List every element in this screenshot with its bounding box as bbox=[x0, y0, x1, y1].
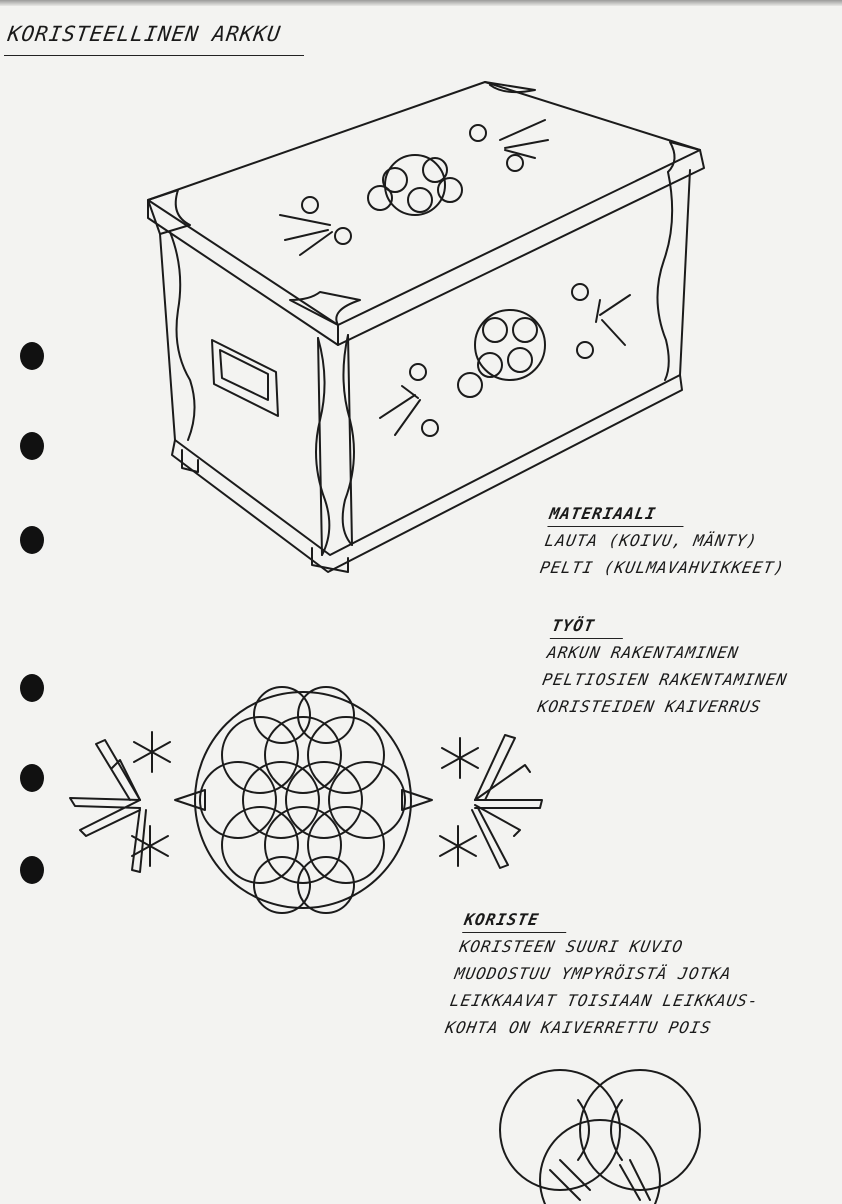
works-line: PELTIOSIEN RAKENTAMINEN bbox=[540, 670, 789, 689]
page-title: KORISTEELLINEN ARKKU bbox=[6, 22, 283, 46]
works-section bbox=[535, 612, 799, 720]
ornament-section bbox=[443, 906, 775, 1041]
works-line: ARKUN RAKENTAMINEN bbox=[545, 643, 741, 662]
ornament-line: KOHTA ON KAIVERRETTU POIS bbox=[443, 1018, 713, 1037]
materials-section bbox=[538, 500, 797, 581]
ornament-line: LEIKKAAVAT TOISIAAN LEIKKAUS- bbox=[448, 991, 761, 1010]
ornament-line: KORISTEEN SUURI KUVIO bbox=[458, 937, 685, 956]
materials-heading: MATERIAALI bbox=[547, 502, 688, 527]
ornament-heading: KORISTE bbox=[462, 908, 571, 933]
materials-line: LAUTA (KOIVU, MÄNTY) bbox=[543, 531, 760, 550]
materials-line: PELTI (KULMAVAHVIKKEET) bbox=[538, 558, 787, 577]
works-heading: TYÖT bbox=[550, 614, 627, 639]
ornament-line: MUODOSTUU YMPYRÖISTÄ JOTKA bbox=[453, 964, 734, 983]
works-line: KORISTEIDEN KAIVERRUS bbox=[536, 697, 763, 716]
